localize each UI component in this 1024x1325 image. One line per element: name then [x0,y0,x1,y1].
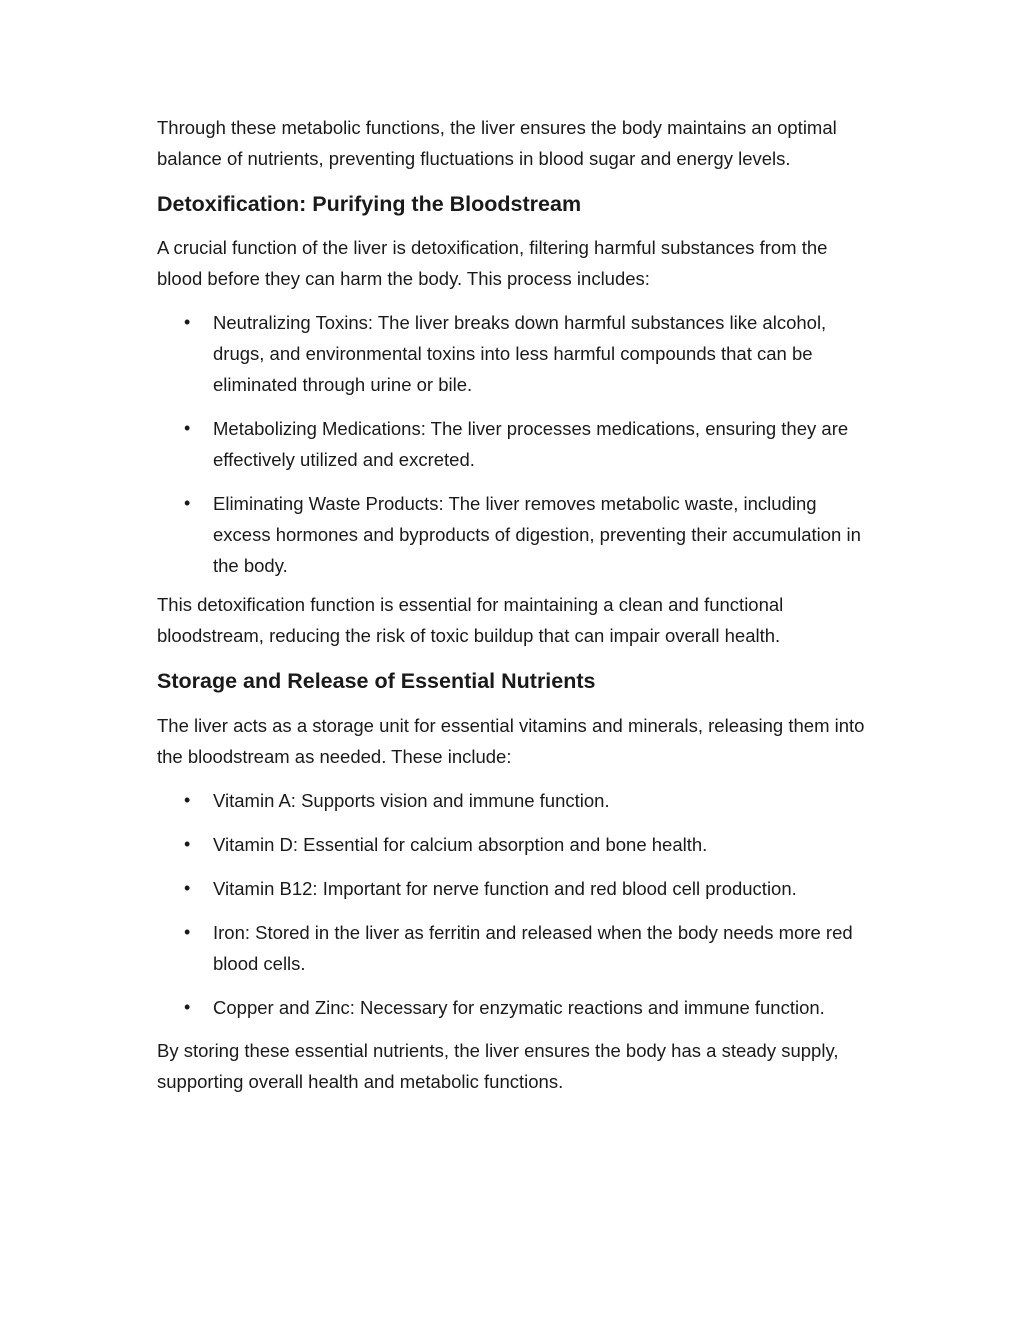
bullet-icon: • [184,878,191,898]
bullet-icon: • [184,418,191,438]
storage-intro-paragraph: The liver acts as a storage unit for essential vitamins and minerals, releasing them into the bloodstream as needed. These include: [157,715,865,767]
list-item-text: Iron: Stored in the liver as ferritin and released when the body needs more red blood cells. [213,922,853,974]
bullet-icon: • [184,790,191,810]
list-item [157,829,869,860]
list-item [157,873,869,904]
detox-list [157,307,869,581]
detox-heading: Detoxification: Purifying the Bloodstream [157,192,582,216]
list-item [157,785,869,816]
detox-intro-paragraph: A crucial function of the liver is detoxification, filtering harmful substances from the blood before they can harm the body. This process includes: [157,237,828,289]
list-item [157,488,869,581]
storage-summary-paragraph: By storing these essential nutrients, the liver ensures the body has a steady supply, supporting overall health and metabolic functions. [157,1040,839,1092]
document-page [157,112,869,1097]
list-item-text: Eliminating Waste Products: The liver removes metabolic waste, including excess hormones and byproducts of digestion, preventing their accumulation in the body. [213,493,861,576]
list-item-text: Copper and Zinc: Necessary for enzymatic reactions and immune function. [213,997,825,1018]
list-item-text: Metabolizing Medications: The liver processes medications, ensuring they are effectively utilized and excreted. [213,418,849,470]
bullet-icon: • [184,997,191,1017]
list-item-text: Vitamin D: Essential for calcium absorption and bone health. [213,834,708,855]
detox-summary-paragraph: This detoxification function is essential for maintaining a clean and functional bloodstream, reducing the risk of toxic buildup that can impair overall health. [157,594,784,646]
bullet-icon: • [184,834,191,854]
list-item-text: Vitamin B12: Important for nerve function and red blood cell production. [213,878,797,899]
intro-paragraph: Through these metabolic functions, the liver ensures the body maintains an optimal balance of nutrients, preventing fluctuations in blood sugar and energy levels. [157,117,837,169]
list-item-text: Vitamin A: Supports vision and immune function. [213,790,610,811]
bullet-icon: • [184,312,191,332]
list-item [157,917,869,979]
bullet-icon: • [184,493,191,513]
list-item-text: Neutralizing Toxins: The liver breaks down harmful substances like alcohol, drugs, and environmental toxins into less harmful compounds that can be eliminated through urine or bile. [213,312,827,395]
list-item [157,992,869,1023]
list-item [157,307,869,400]
list-item [157,413,869,475]
storage-list [157,785,869,1023]
storage-heading: Storage and Release of Essential Nutrients [157,669,596,693]
bullet-icon: • [184,922,191,942]
